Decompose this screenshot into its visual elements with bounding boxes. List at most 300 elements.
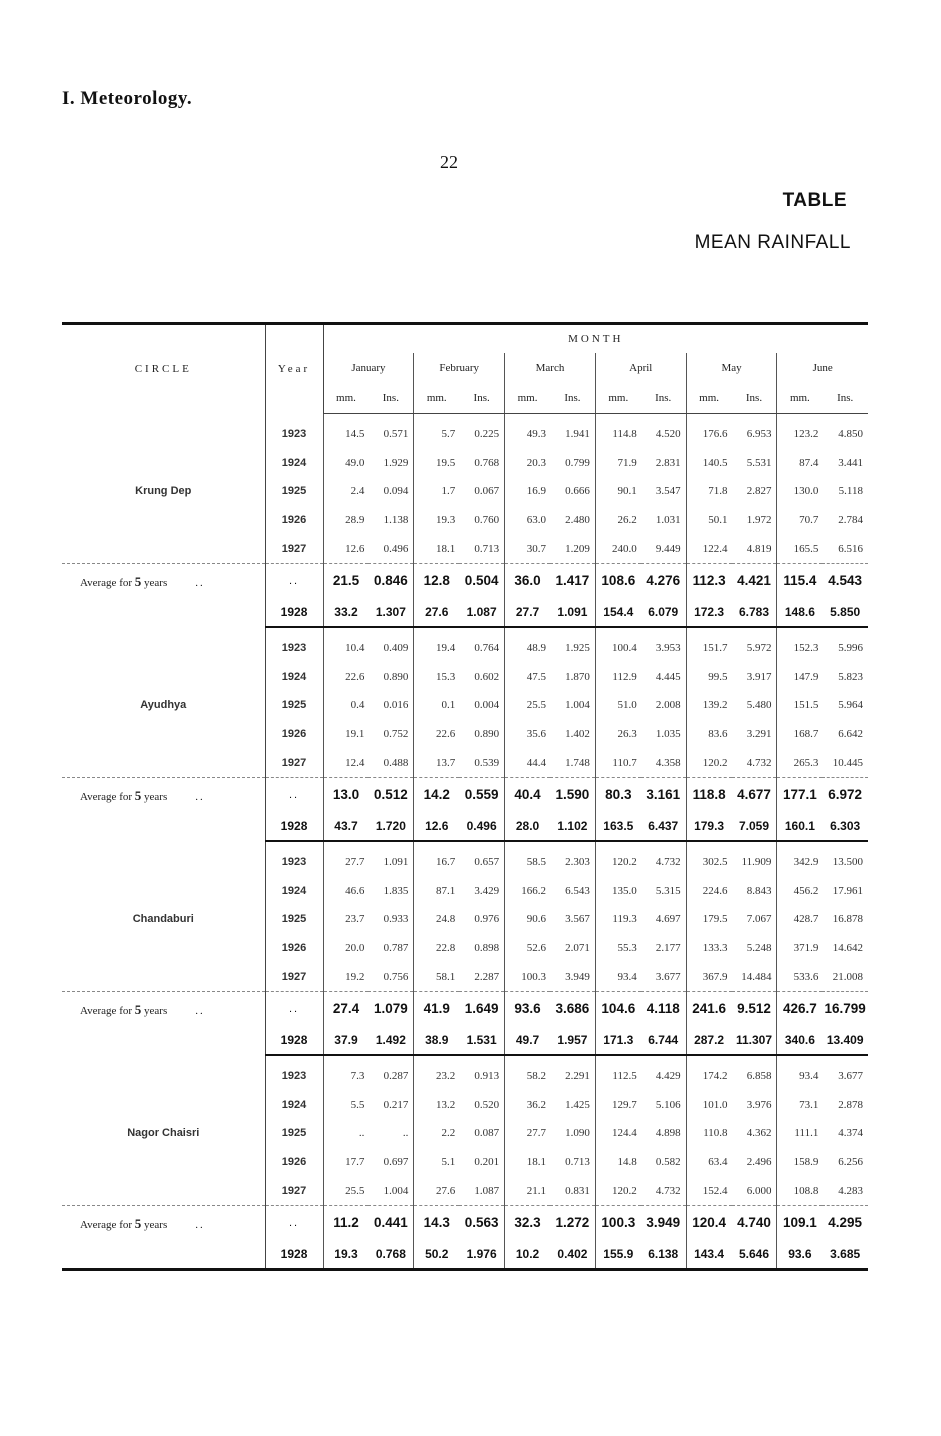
unit-ins-header: Ins. <box>641 383 686 414</box>
value-ins: 0.563 <box>459 1205 504 1240</box>
year-cell: .. <box>265 777 323 812</box>
rainfall-table-container <box>62 322 868 1271</box>
average-row <box>62 1205 868 1240</box>
value-mm: 130.0 <box>777 477 822 506</box>
value-ins: 4.732 <box>655 1184 681 1197</box>
value-mm: 143.4 <box>686 1240 731 1268</box>
value-ins: .. <box>402 1127 409 1140</box>
average-label-prefix: Average for <box>80 1218 133 1231</box>
value-ins: 1.835 <box>383 884 409 897</box>
value-ins: 6.138 <box>648 1246 679 1261</box>
month-header: May <box>686 353 777 383</box>
value-mm: 25.5 <box>505 691 550 720</box>
value-ins: 1.941 <box>565 428 590 441</box>
value-mm: 19.4 <box>414 627 459 663</box>
value-mm: 100.4 <box>595 627 640 663</box>
value-ins: 14.484 <box>741 970 772 983</box>
value-mm: 108.8 <box>777 1176 822 1205</box>
value-ins: 16.799 <box>822 991 868 1026</box>
value-ins: 0.713 <box>565 1155 590 1168</box>
value-ins: 6.543 <box>565 884 590 897</box>
value-mm: 50.1 <box>686 506 731 535</box>
value-ins: 5.480 <box>746 699 772 712</box>
value-ins: 0.201 <box>474 1155 500 1168</box>
leader-dots: .. <box>195 1218 205 1231</box>
value-ins: 6.972 <box>822 777 868 812</box>
circle-header: CIRCLE <box>134 363 192 376</box>
value-mm: 123.2 <box>777 414 822 449</box>
value-mm: 119.3 <box>595 905 640 934</box>
value-mm: 36.0 <box>505 563 550 598</box>
value-mm: 160.1 <box>777 812 822 841</box>
value-mm: 110.7 <box>595 748 640 777</box>
value-mm: 179.5 <box>686 905 731 934</box>
value-mm: 87.4 <box>777 449 822 478</box>
value-ins: 4.276 <box>641 563 686 598</box>
average-label <box>62 777 265 841</box>
value-mm: 100.3 <box>595 1205 640 1240</box>
value-mm: 5.1 <box>414 1148 459 1177</box>
value-ins: 3.677 <box>655 970 681 983</box>
value-mm: 18.1 <box>505 1148 550 1177</box>
value-ins: 0.768 <box>474 456 500 469</box>
value-mm: 27.6 <box>414 1176 459 1205</box>
value-mm: 340.6 <box>777 1026 822 1055</box>
value-ins: 0.602 <box>474 670 500 683</box>
value-mm: 342.9 <box>777 841 822 877</box>
value-ins: 4.898 <box>655 1127 681 1140</box>
value-mm: 20.0 <box>323 934 368 963</box>
value-mm: 104.6 <box>595 991 640 1026</box>
year-cell: 1927 <box>265 962 323 991</box>
value-ins: 1.720 <box>368 812 413 841</box>
value-mm: 109.1 <box>777 1205 822 1240</box>
value-mm: 101.0 <box>686 1091 731 1120</box>
value-mm: .. <box>323 1119 368 1148</box>
month-header: March <box>505 353 596 383</box>
value-ins: 0.831 <box>565 1184 590 1197</box>
table-label: TABLE <box>782 190 847 211</box>
circle-name: Chandaburi <box>132 912 194 925</box>
value-ins: 1.004 <box>383 1184 409 1197</box>
year-cell: 1927 <box>265 748 323 777</box>
average-label-num: 5 <box>134 787 142 803</box>
value-ins: 3.949 <box>641 1205 686 1240</box>
unit-mm-header: mm. <box>414 383 459 414</box>
value-mm: 171.3 <box>595 1026 640 1055</box>
value-mm: 55.3 <box>595 934 640 963</box>
value-mm: 139.2 <box>686 691 731 720</box>
value-ins: 4.819 <box>746 542 772 555</box>
value-mm: 120.2 <box>595 1176 640 1205</box>
average-label-num: 5 <box>134 1215 142 1231</box>
value-mm: 14.8 <box>595 1148 640 1177</box>
value-ins: 1.004 <box>565 699 590 712</box>
value-ins: 1.748 <box>565 756 590 769</box>
value-mm: 14.5 <box>323 414 368 449</box>
value-ins: 2.878 <box>838 1098 863 1111</box>
value-ins: 1.425 <box>565 1098 590 1111</box>
value-mm: 124.4 <box>595 1119 640 1148</box>
value-mm: 224.6 <box>686 877 731 906</box>
value-ins: 4.740 <box>732 1205 777 1240</box>
value-ins: 1.492 <box>368 1026 413 1055</box>
month-header: February <box>414 353 505 383</box>
value-mm: 26.3 <box>595 720 640 749</box>
value-mm: 241.6 <box>686 991 731 1026</box>
value-ins: 2.784 <box>838 514 863 527</box>
value-ins: 4.520 <box>655 428 681 441</box>
value-ins: 9.512 <box>732 991 777 1026</box>
value-mm: 0.4 <box>323 691 368 720</box>
value-mm: 19.5 <box>414 449 459 478</box>
value-ins: 0.016 <box>383 699 409 712</box>
value-ins: 10.445 <box>832 756 863 769</box>
value-mm: 14.2 <box>414 777 459 812</box>
year-cell: 1928 <box>265 812 323 841</box>
year-cell: 1927 <box>265 1176 323 1205</box>
value-mm: 73.1 <box>777 1091 822 1120</box>
year-cell: 1923 <box>265 841 323 877</box>
value-mm: 27.7 <box>323 841 368 877</box>
value-ins: 0.582 <box>655 1155 681 1168</box>
value-ins: 3.547 <box>655 485 681 498</box>
value-mm: 27.6 <box>414 598 459 627</box>
value-mm: 28.9 <box>323 506 368 535</box>
value-mm: 15.3 <box>414 663 459 692</box>
average-label <box>62 1205 265 1268</box>
value-ins: 5.646 <box>738 1246 769 1261</box>
value-mm: 11.2 <box>323 1205 368 1240</box>
value-ins: 0.657 <box>474 856 500 869</box>
value-mm: 148.6 <box>777 598 822 627</box>
value-ins: 4.429 <box>655 1070 681 1083</box>
value-mm: 41.9 <box>414 991 459 1026</box>
value-ins: 7.067 <box>746 913 772 926</box>
value-ins: 6.783 <box>732 598 777 627</box>
value-mm: 120.2 <box>686 748 731 777</box>
value-ins: 0.496 <box>383 542 409 555</box>
value-mm: 5.7 <box>414 414 459 449</box>
value-mm: 46.6 <box>323 877 368 906</box>
value-mm: 40.4 <box>505 777 550 812</box>
value-ins: 1.649 <box>459 991 504 1026</box>
value-ins: 2.291 <box>565 1070 590 1083</box>
value-mm: 58.1 <box>414 962 459 991</box>
value-ins: 0.571 <box>383 428 409 441</box>
value-mm: 135.0 <box>595 877 640 906</box>
value-mm: 20.3 <box>505 449 550 478</box>
value-mm: 19.3 <box>323 1240 368 1268</box>
value-ins: 1.272 <box>550 1205 595 1240</box>
value-mm: 5.5 <box>323 1091 368 1120</box>
value-mm: 10.2 <box>505 1240 550 1268</box>
value-ins: 7.059 <box>732 812 777 841</box>
value-mm: 16.9 <box>505 477 550 506</box>
value-ins: 1.138 <box>383 514 409 527</box>
value-ins: 4.421 <box>732 563 777 598</box>
value-ins: 2.480 <box>565 514 590 527</box>
page-number: 22 <box>440 152 458 172</box>
value-ins: 0.756 <box>383 970 409 983</box>
value-ins: 1.087 <box>474 1184 500 1197</box>
section-title: I. Meteorology. <box>62 88 193 109</box>
value-mm: 51.0 <box>595 691 640 720</box>
value-mm: 25.5 <box>323 1176 368 1205</box>
value-ins: 0.087 <box>474 1127 500 1140</box>
value-ins: 0.094 <box>383 485 409 498</box>
unit-mm-header: mm. <box>777 383 822 414</box>
year-cell: 1924 <box>265 1091 323 1120</box>
value-mm: 371.9 <box>777 934 822 963</box>
table-title: MEAN RAINFALL <box>694 232 851 253</box>
year-cell: 1928 <box>265 1026 323 1055</box>
value-ins: 2.827 <box>746 485 772 498</box>
month-header: January <box>323 353 414 383</box>
value-ins: 1.929 <box>383 456 409 469</box>
value-mm: 37.9 <box>323 1026 368 1055</box>
value-mm: 22.6 <box>414 720 459 749</box>
year-cell: 1926 <box>265 506 323 535</box>
year-cell: 1928 <box>265 598 323 627</box>
value-mm: 110.8 <box>686 1119 731 1148</box>
value-mm: 80.3 <box>595 777 640 812</box>
leader-dots: .. <box>195 790 205 803</box>
value-ins: 3.441 <box>838 456 863 469</box>
value-mm: 12.4 <box>323 748 368 777</box>
value-mm: 120.2 <box>595 841 640 877</box>
value-ins: 16.878 <box>832 913 863 926</box>
value-mm: 19.1 <box>323 720 368 749</box>
value-mm: 12.6 <box>323 534 368 563</box>
value-ins: 6.000 <box>746 1184 772 1197</box>
value-ins: 1.209 <box>565 542 590 555</box>
average-label-suffix: years <box>144 576 168 589</box>
value-mm: 58.2 <box>505 1055 550 1091</box>
value-mm: 99.5 <box>686 663 731 692</box>
value-ins: 1.035 <box>655 728 681 741</box>
value-ins: 0.799 <box>565 456 590 469</box>
value-mm: 179.3 <box>686 812 731 841</box>
value-ins: 3.685 <box>830 1246 861 1261</box>
value-mm: 48.9 <box>505 627 550 663</box>
value-mm: 17.7 <box>323 1148 368 1177</box>
value-ins: 0.496 <box>459 812 504 841</box>
value-mm: 112.5 <box>595 1055 640 1091</box>
value-ins: 0.559 <box>459 777 504 812</box>
value-ins: 21.008 <box>832 970 863 983</box>
value-mm: 30.7 <box>505 534 550 563</box>
value-mm: 2.4 <box>323 477 368 506</box>
value-mm: 152.3 <box>777 627 822 663</box>
value-ins: 4.358 <box>655 756 681 769</box>
value-ins: 1.091 <box>383 856 409 869</box>
value-mm: 87.1 <box>414 877 459 906</box>
table-row <box>62 627 868 663</box>
average-row <box>62 563 868 598</box>
value-mm: 7.3 <box>323 1055 368 1091</box>
value-ins: 5.850 <box>822 598 868 627</box>
value-ins: 0.402 <box>557 1246 588 1261</box>
value-ins: 3.949 <box>565 970 590 983</box>
value-mm: 93.4 <box>777 1055 822 1091</box>
value-mm: 152.4 <box>686 1176 731 1205</box>
value-mm: 118.8 <box>686 777 731 812</box>
value-ins: 3.976 <box>746 1098 772 1111</box>
value-ins: 1.091 <box>550 598 595 627</box>
value-mm: 38.9 <box>414 1026 459 1055</box>
unit-ins-header: Ins. <box>822 383 868 414</box>
value-mm: 428.7 <box>777 905 822 934</box>
table-row <box>62 1055 868 1091</box>
value-ins: 0.913 <box>474 1070 500 1083</box>
value-ins: 1.972 <box>746 514 772 527</box>
year-cell: 1925 <box>265 1119 323 1148</box>
value-ins: 3.953 <box>655 642 681 655</box>
value-mm: 172.3 <box>686 598 731 627</box>
value-mm: 151.5 <box>777 691 822 720</box>
value-ins: 1.957 <box>550 1026 595 1055</box>
value-ins: 6.858 <box>746 1070 772 1083</box>
value-ins: 3.567 <box>565 913 590 926</box>
value-mm: 12.6 <box>414 812 459 841</box>
value-mm: 163.5 <box>595 812 640 841</box>
value-ins: 0.713 <box>474 542 500 555</box>
year-cell: 1925 <box>265 477 323 506</box>
average-label-num: 5 <box>134 573 142 589</box>
value-mm: 367.9 <box>686 962 731 991</box>
value-mm: 24.8 <box>414 905 459 934</box>
value-mm: 2.2 <box>414 1119 459 1148</box>
average-label-prefix: Average for <box>80 790 133 803</box>
unit-ins-header: Ins. <box>368 383 413 414</box>
value-mm: 151.7 <box>686 627 731 663</box>
year-cell: 1926 <box>265 1148 323 1177</box>
value-mm: 93.6 <box>777 1240 822 1268</box>
value-mm: 33.2 <box>323 598 368 627</box>
value-mm: 23.7 <box>323 905 368 934</box>
unit-ins-header: Ins. <box>459 383 504 414</box>
month-header: June <box>777 353 868 383</box>
value-ins: 13.500 <box>832 856 863 869</box>
value-ins: 2.496 <box>746 1155 772 1168</box>
year-cell: 1924 <box>265 449 323 478</box>
value-mm: 16.7 <box>414 841 459 877</box>
year-cell: 1923 <box>265 414 323 449</box>
value-ins: 4.118 <box>641 991 686 1026</box>
value-mm: 63.0 <box>505 506 550 535</box>
value-ins: 5.996 <box>838 642 863 655</box>
table-header <box>62 325 868 414</box>
value-mm: 176.6 <box>686 414 731 449</box>
value-ins: 2.303 <box>565 856 590 869</box>
month-header: April <box>595 353 686 383</box>
value-ins: 13.409 <box>822 1026 868 1055</box>
value-mm: 165.5 <box>777 534 822 563</box>
value-ins: 0.287 <box>383 1070 409 1083</box>
value-ins: 0.504 <box>459 563 504 598</box>
value-ins: 0.898 <box>474 942 500 955</box>
value-mm: 13.0 <box>323 777 368 812</box>
value-mm: 49.3 <box>505 414 550 449</box>
average-label-prefix: Average for <box>80 576 133 589</box>
circle-name: Krung Dep <box>135 485 192 498</box>
table-row <box>62 841 868 877</box>
value-mm: 22.6 <box>323 663 368 692</box>
value-ins: 0.217 <box>383 1098 409 1111</box>
year-cell: .. <box>265 991 323 1026</box>
value-mm: 158.9 <box>777 1148 822 1177</box>
value-mm: 302.5 <box>686 841 731 877</box>
value-ins: 4.362 <box>746 1127 772 1140</box>
value-ins: 3.686 <box>550 991 595 1026</box>
value-ins: 0.512 <box>368 777 413 812</box>
value-mm: 533.6 <box>777 962 822 991</box>
rainfall-table <box>62 325 868 1268</box>
value-mm: 265.3 <box>777 748 822 777</box>
value-mm: 22.8 <box>414 934 459 963</box>
value-mm: 108.6 <box>595 563 640 598</box>
year-cell: 1924 <box>265 663 323 692</box>
value-ins: 4.677 <box>732 777 777 812</box>
value-ins: 0.441 <box>368 1205 413 1240</box>
value-ins: 1.079 <box>368 991 413 1026</box>
value-ins: 9.449 <box>655 542 681 555</box>
value-ins: 2.831 <box>655 456 681 469</box>
value-ins: 17.961 <box>832 884 863 897</box>
value-mm: 240.0 <box>595 534 640 563</box>
year-cell: 1924 <box>265 877 323 906</box>
value-ins: 6.437 <box>641 812 686 841</box>
value-mm: 23.2 <box>414 1055 459 1091</box>
value-ins: 1.925 <box>565 642 590 655</box>
value-ins: 0.488 <box>383 756 409 769</box>
average-row <box>62 777 868 812</box>
value-mm: 111.1 <box>777 1119 822 1148</box>
month-group-header: MONTH <box>323 325 868 353</box>
value-ins: 0.225 <box>474 428 500 441</box>
value-mm: 287.2 <box>686 1026 731 1055</box>
value-ins: 0.666 <box>565 485 590 498</box>
value-mm: 21.1 <box>505 1176 550 1205</box>
value-ins: 0.004 <box>474 699 500 712</box>
value-ins: 4.283 <box>838 1184 863 1197</box>
value-ins: 1.102 <box>550 812 595 841</box>
year-cell: 1923 <box>265 627 323 663</box>
year-cell: .. <box>265 1205 323 1240</box>
year-cell: 1928 <box>265 1240 323 1268</box>
value-ins: 4.295 <box>822 1205 868 1240</box>
value-mm: 0.1 <box>414 691 459 720</box>
value-ins: 3.161 <box>641 777 686 812</box>
value-mm: 13.7 <box>414 748 459 777</box>
average-label <box>62 563 265 627</box>
value-ins: 6.744 <box>641 1026 686 1055</box>
value-mm: 52.6 <box>505 934 550 963</box>
value-mm: 154.4 <box>595 598 640 627</box>
table-row <box>62 414 868 449</box>
value-ins: 1.590 <box>550 777 595 812</box>
value-ins: 1.090 <box>565 1127 590 1140</box>
value-ins: 3.429 <box>474 884 500 897</box>
value-mm: 18.1 <box>414 534 459 563</box>
value-mm: 122.4 <box>686 534 731 563</box>
value-mm: 13.2 <box>414 1091 459 1120</box>
value-ins: 3.917 <box>746 670 772 683</box>
value-ins: 0.697 <box>383 1155 409 1168</box>
value-mm: 90.6 <box>505 905 550 934</box>
year-cell: 1926 <box>265 934 323 963</box>
